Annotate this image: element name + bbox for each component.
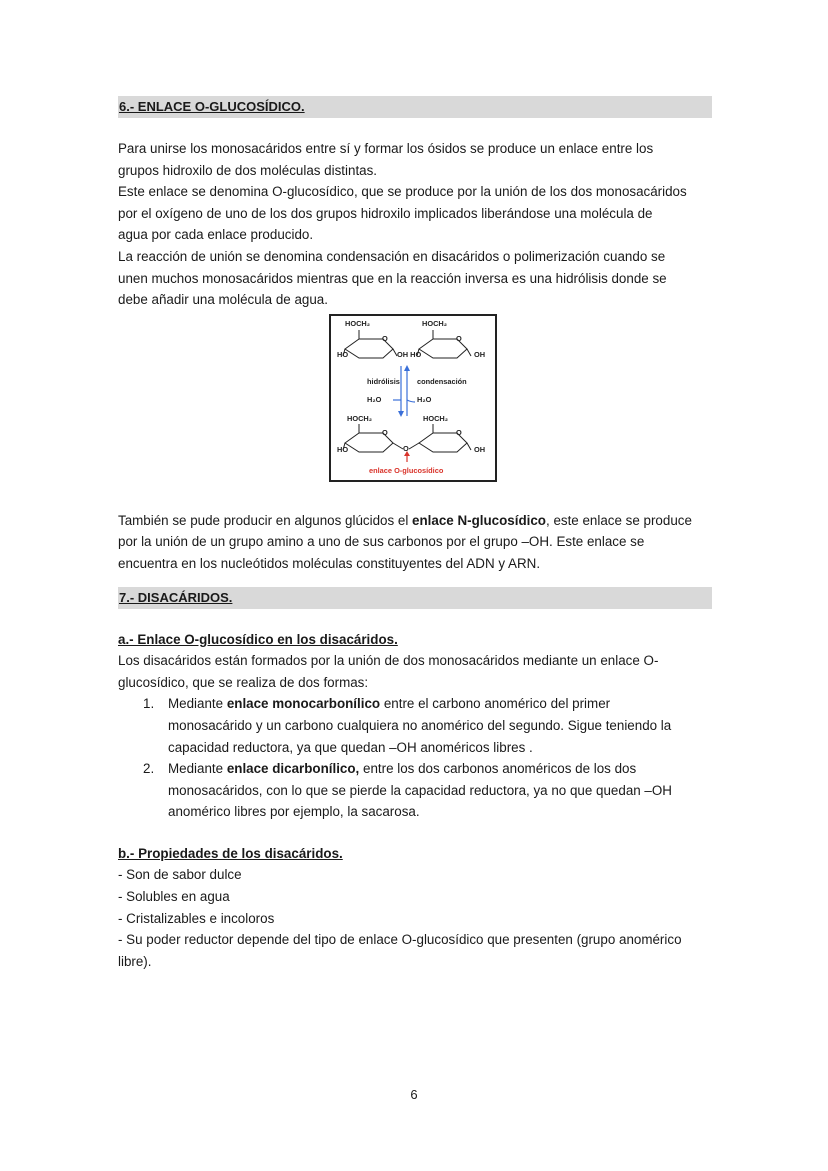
list-item: 2. Mediante enlace dicarbonílico, entre los dos carbonos anoméricos de los dos monosacáridos, con lo que se pierde la capacidad reductora, ya no que quedan –OH anomérico libres por ejemplo, la sacarosa. — [143, 761, 672, 820]
text-line: Para unirse los monosacáridos entre sí y formar los ósidos se produce un enlace entre los — [118, 141, 654, 156]
oh-label: OH — [474, 349, 486, 359]
ring-oxygen-label: O — [382, 333, 388, 343]
section-6-paragraph — [118, 138, 712, 311]
bridge-oxygen-label: O — [403, 443, 409, 453]
list-item: - Solubles en agua — [118, 889, 230, 905]
enlace-label: enlace O-glucosídico — [369, 465, 444, 475]
bond-types-list — [118, 693, 712, 823]
section-6-paragraph-2 — [118, 510, 712, 575]
ho-label: HO — [337, 444, 349, 454]
text-line: unen muchos monosacáridos mientras que en la reacción inversa es una hidrólisis donde se — [118, 270, 667, 286]
text-line: libre). — [118, 953, 152, 969]
subsection-b-heading: b.- Propiedades de los disacáridos. — [118, 845, 343, 861]
section-6-heading: 6.- ENLACE O-GLUCOSÍDICO. — [118, 96, 712, 118]
h2o-label: H₂O — [417, 394, 432, 404]
glycosidic-bond-figure — [329, 314, 497, 482]
ring-oxygen-label: O — [456, 333, 462, 343]
section-7-heading: 7.- DISACÁRIDOS. — [118, 587, 712, 609]
text-line: La reacción de unión se denomina condensación en disacáridos o polimerización cuando se — [118, 248, 666, 264]
text-line: agua por cada enlace producido. — [118, 227, 314, 243]
list-item: - Cristalizables e incoloros — [118, 910, 275, 926]
bold-term: enlace N-glucosídico — [412, 512, 546, 528]
h2o-label: H₂O — [367, 394, 382, 404]
text-line: encuentra en los nucleótidos moléculas constituyentes del ADN y ARN. — [118, 555, 541, 571]
hoch2-label: HOCH₂ — [422, 318, 448, 328]
text-line: debe añadir una molécula de agua. — [118, 292, 328, 308]
page-number: 6 — [410, 1087, 418, 1102]
text-line: por la unión de un grupo amino a uno de sus carbonos por el grupo –OH. Este enlace se — [118, 534, 645, 550]
hoch2-label: HOCH₂ — [423, 413, 449, 423]
hidrolisis-label: hidrólisis — [367, 376, 400, 386]
text-line: grupos hidroxilo de dos moléculas distintas. — [118, 162, 378, 178]
text-line: Este enlace se denomina O-glucosídico, que se produce por la unión de los dos monosacáridos — [118, 184, 687, 200]
text-line: por el oxígeno de uno de los dos grupos hidroxilo implicados liberándose una molécula de — [118, 205, 653, 221]
list-item: 1. Mediante enlace monocarbonílico entre el carbono anomérico del primer monosacárido y un carbono cualquiera no anomérico del segundo. Sigue teniendo la capacidad reductora, ya que quedan –OH anoméricos libres . — [143, 696, 672, 755]
page-content — [118, 96, 712, 972]
text-line: glucosídico, que se realiza de dos formas: — [118, 674, 369, 690]
list-item: - Su poder reductor depende del tipo de enlace O-glucosídico que presenten (grupo anomérico — [118, 932, 682, 948]
subsection-a-heading: a.- Enlace O-glucosídico en los disacáridos. — [118, 631, 398, 647]
reaction-diagram — [331, 316, 495, 480]
ring-oxygen-label: O — [382, 427, 388, 437]
ring-oxygen-label: O — [456, 427, 462, 437]
oh-label: OH — [474, 444, 486, 454]
hoch2-label: HOCH₂ — [345, 318, 371, 328]
text-line: También se pude producir en algunos glúcidos el enlace N-glucosídico, este enlace se produce — [118, 512, 692, 528]
condensacion-label: condensación — [417, 376, 467, 386]
list-item: - Son de sabor dulce — [118, 867, 242, 883]
ho-label: HO — [337, 349, 349, 359]
hoch2-label: HOCH₂ — [347, 413, 373, 423]
text-line: Los disacáridos están formados por la unión de dos monosacáridos mediante un enlace O- — [118, 653, 659, 669]
oh-ho-label: OH HO — [397, 349, 422, 359]
